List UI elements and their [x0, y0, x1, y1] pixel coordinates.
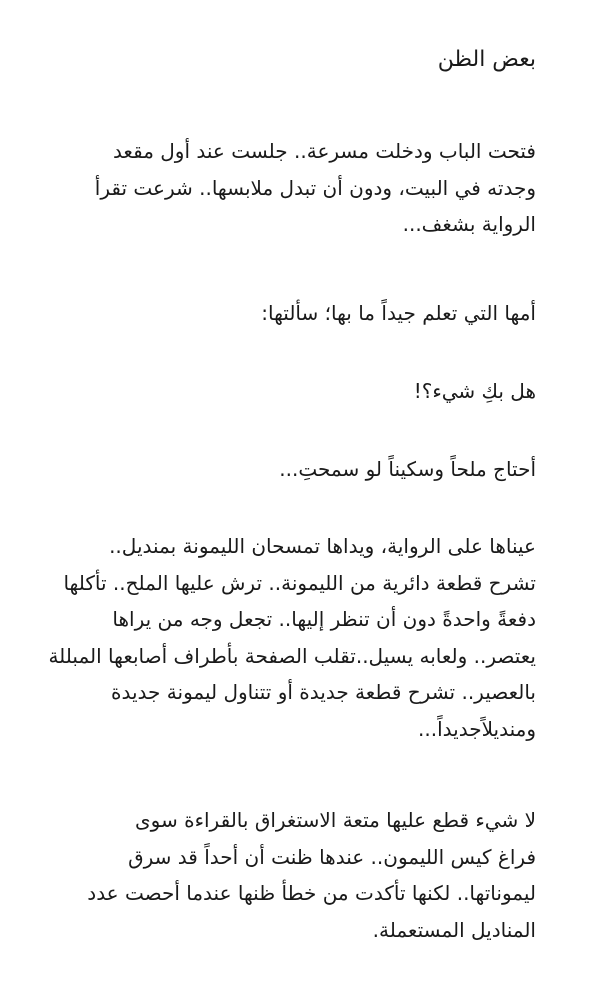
- text-line: فراغ كيس الليمون.. عندها ظنت أن أحداً قد سرق: [128, 844, 536, 869]
- paragraph-ending: [48, 802, 536, 948]
- text-line: الرواية بشغف...: [402, 212, 536, 236]
- story-title: بعض الظن: [437, 47, 536, 72]
- text-line: ليموناتها.. لكنها تأكدت من خطأ ظنها عندما أحصت عدد: [87, 881, 536, 905]
- text-line: وجدته في البيت، ودون أن تبدل ملابسها.. شرعت تقرأ: [94, 175, 536, 200]
- text-line: لا شيء قطع عليها متعة الاستغراق بالقراءة سوى: [135, 808, 536, 832]
- text-line: عيناها على الرواية، ويداها تمسحان الليمونة بمنديل..: [109, 534, 536, 558]
- dialogue-line-mother: أمها التي تعلم جيداً ما بها؛ سألتها:: [261, 301, 536, 325]
- dialogue-line-answer: أحتاج ملحاً وسكيناً لو سمحتِ...: [279, 457, 536, 481]
- text-line: ومنديلاًجديداً...: [418, 716, 536, 741]
- paragraph-opening: [48, 133, 536, 243]
- text-line: تشرح قطعة دائرية من الليمونة.. ترش عليها الملح.. تأكلها: [63, 570, 536, 595]
- text-line: دفعةً واحدةً دون أن تنظر إليها.. تجعل وجه من يراها: [112, 607, 536, 631]
- text-line: فتحت الباب ودخلت مسرعة.. جلست عند أول مقعد: [112, 139, 536, 163]
- text-line: يعتصر.. ولعابه يسيل..تقلب الصفحة بأطراف أصابعها المبللة: [48, 643, 536, 668]
- text-line: المناديل المستعملة.: [372, 917, 536, 942]
- paragraph-lemon: [48, 528, 536, 747]
- dialogue-line-question: هل بكِ شيء؟!: [413, 379, 536, 403]
- text-line: بالعصير.. تشرح قطعة جديدة أو تتناول ليمونة جديدة: [111, 680, 536, 704]
